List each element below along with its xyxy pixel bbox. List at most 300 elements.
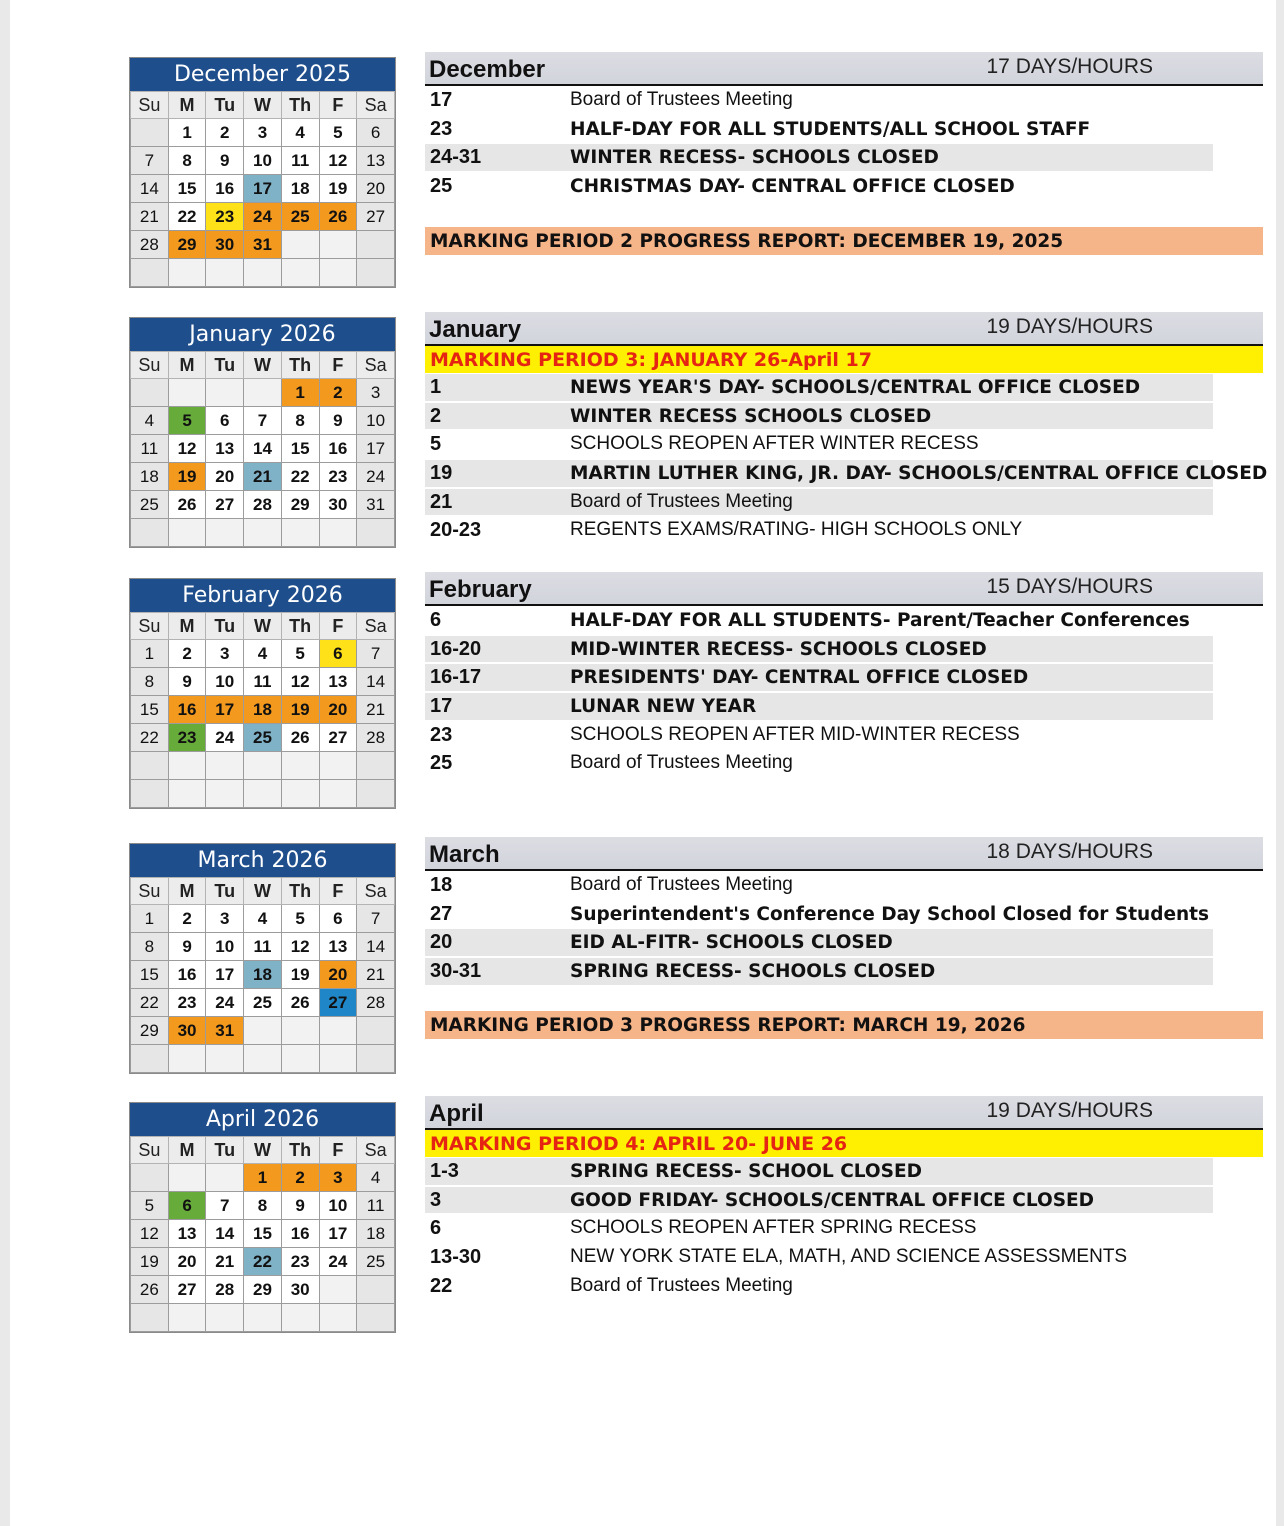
calendar-empty-cell: [168, 1045, 206, 1073]
calendar-day: 28: [357, 989, 395, 1017]
calendar-empty-cell: [168, 259, 206, 287]
calendar-day: 18: [357, 1220, 395, 1248]
progress-report-banner: MARKING PERIOD 2 PROGRESS REPORT: DECEMBER 19, 2025: [425, 227, 1263, 255]
calendar-day: 25: [131, 491, 169, 519]
event-row: [425, 721, 1263, 750]
calendar-day: 5: [281, 905, 319, 933]
calendar-day: 21: [131, 203, 169, 231]
weekday-header: Su: [131, 613, 169, 640]
event-description: MID-WINTER RECESS- SCHOOLS CLOSED: [570, 638, 987, 660]
event-row: [425, 516, 1263, 545]
calendar-day: 23: [206, 203, 244, 231]
calendar-day: 25: [244, 989, 282, 1017]
event-description: SCHOOLS REOPEN AFTER WINTER RECESS: [570, 433, 979, 455]
event-date: 17: [430, 695, 453, 718]
calendar-title: March 2026: [130, 844, 395, 877]
calendar-day: 23: [168, 724, 206, 752]
calendar-day: 24: [244, 203, 282, 231]
calendar-day: 27: [319, 724, 357, 752]
calendar-empty-cell: [244, 519, 282, 547]
progress-report-banner: MARKING PERIOD 3 PROGRESS REPORT: MARCH 19, 2026: [425, 1011, 1263, 1039]
event-description: Board of Trustees Meeting: [570, 752, 793, 774]
calendar-day: 27: [357, 203, 395, 231]
calendar-week-row: [131, 1192, 395, 1220]
calendar-day: 22: [244, 1248, 282, 1276]
events-january: [425, 312, 1268, 545]
calendar-day: 23: [319, 463, 357, 491]
calendar-grid: [130, 877, 395, 1073]
calendar-day: 3: [319, 1164, 357, 1192]
event-date: 1: [430, 376, 442, 398]
event-date: 25: [430, 752, 453, 775]
calendar-week-row: [131, 752, 395, 780]
weekday-header: W: [244, 1137, 282, 1164]
calendar-empty-cell: [319, 259, 357, 287]
event-description: PRESIDENTS' DAY- CENTRAL OFFICE CLOSED: [570, 667, 1029, 689]
event-description: SPRING RECESS- SCHOOLS CLOSED: [570, 961, 936, 983]
calendar-empty-cell: [206, 1045, 244, 1073]
calendar-day: 2: [168, 640, 206, 668]
calendar-week-row: [131, 1248, 395, 1276]
calendar-day: 25: [281, 203, 319, 231]
calendar-empty-cell: [281, 519, 319, 547]
calendar-day: 31: [244, 231, 282, 259]
calendar-week-row: [131, 463, 395, 491]
event-description: LUNAR NEW YEAR: [570, 696, 757, 718]
calendar-day: 11: [131, 435, 169, 463]
calendar-day: 14: [244, 435, 282, 463]
calendar-empty-cell: [244, 379, 282, 407]
calendar-day: 2: [319, 379, 357, 407]
event-row: [425, 606, 1263, 635]
weekday-header-row: [131, 1137, 395, 1164]
calendar-grid: [130, 612, 395, 808]
event-date: 1-3: [430, 1160, 459, 1182]
weekday-header: Tu: [206, 613, 244, 640]
weekday-header: F: [319, 92, 357, 119]
event-row: [425, 488, 1263, 517]
weekday-header: W: [244, 92, 282, 119]
event-description: CHRISTMAS DAY- CENTRAL OFFICE CLOSED: [570, 176, 1015, 198]
calendar-day: 1: [131, 640, 169, 668]
calendar-day: 1: [281, 379, 319, 407]
calendar-empty-cell: [168, 1164, 206, 1192]
calendar-day: 9: [168, 933, 206, 961]
calendar-day: 17: [319, 1220, 357, 1248]
event-row: [425, 430, 1263, 459]
calendar-empty-cell: [168, 780, 206, 808]
event-description: Superintendent's Conference Day School Closed for Students: [570, 903, 1210, 925]
calendar-empty-cell: [357, 780, 395, 808]
calendar-empty-cell: [131, 259, 169, 287]
calendar-day: 3: [244, 119, 282, 147]
calendar-week-row: [131, 379, 395, 407]
calendar-day: 3: [206, 640, 244, 668]
calendar-title: February 2026: [130, 579, 395, 612]
calendar-day: 14: [357, 933, 395, 961]
calendar-empty-cell: [206, 519, 244, 547]
calendar-day: 25: [244, 724, 282, 752]
calendar-title: April 2026: [130, 1103, 395, 1136]
calendar-day: 15: [131, 961, 169, 989]
event-date: 23: [430, 117, 453, 140]
calendar-week-row: [131, 231, 395, 259]
calendar-day: 9: [319, 407, 357, 435]
calendar-empty-cell: [131, 1304, 169, 1332]
event-row: [425, 635, 1263, 664]
calendar-empty-cell: [319, 752, 357, 780]
event-date: 16-20: [430, 637, 482, 660]
event-date: 17: [430, 89, 453, 111]
month-name: March: [429, 841, 500, 868]
weekday-header: W: [244, 878, 282, 905]
calendar-empty-cell: [206, 379, 244, 407]
calendar-january-2026: [129, 317, 396, 548]
calendar-day: 17: [206, 961, 244, 989]
calendar-day: 5: [281, 640, 319, 668]
event-row: [425, 459, 1268, 488]
row-shading: [425, 489, 1213, 516]
event-date: 20-23: [430, 519, 482, 542]
calendar-title: January 2026: [130, 318, 395, 351]
calendar-day: 13: [319, 668, 357, 696]
calendar-day: 17: [206, 696, 244, 724]
weekday-header: Th: [281, 878, 319, 905]
month-name: December: [429, 56, 546, 83]
calendar-week-row: [131, 1164, 395, 1192]
event-description: WINTER RECESS- SCHOOLS CLOSED: [570, 147, 939, 169]
weekday-header: Su: [131, 92, 169, 119]
event-description: REGENTS EXAMS/RATING- HIGH SCHOOLS ONLY: [570, 519, 1023, 541]
calendar-day: 22: [168, 203, 206, 231]
calendar-february-2026: [129, 578, 396, 809]
calendar-day: 28: [244, 491, 282, 519]
calendar-day: 19: [281, 961, 319, 989]
calendar-empty-cell: [281, 1045, 319, 1073]
weekday-header: Tu: [206, 1137, 244, 1164]
weekday-header: Su: [131, 1137, 169, 1164]
calendar-day: 5: [168, 407, 206, 435]
calendar-empty-cell: [357, 752, 395, 780]
calendar-empty-cell: [206, 1164, 244, 1192]
calendar-day: 7: [131, 147, 169, 175]
month-header: [425, 572, 1263, 606]
event-date: 21: [430, 490, 453, 513]
calendar-day: 15: [281, 435, 319, 463]
event-date: 18: [430, 874, 453, 896]
event-description: Board of Trustees Meeting: [570, 1274, 793, 1296]
event-row: [425, 86, 1263, 115]
calendar-day: 28: [131, 231, 169, 259]
calendar-empty-cell: [131, 519, 169, 547]
calendar-week-row: [131, 780, 395, 808]
calendar-day: 7: [357, 640, 395, 668]
calendar-empty-cell: [131, 1164, 169, 1192]
calendar-day: 7: [357, 905, 395, 933]
calendar-empty-cell: [357, 259, 395, 287]
calendar-day: 14: [206, 1220, 244, 1248]
calendar-empty-cell: [131, 780, 169, 808]
event-row: [425, 928, 1263, 957]
calendar-day: 16: [168, 696, 206, 724]
calendar-day: 19: [131, 1248, 169, 1276]
event-description: SPRING RECESS- SCHOOL CLOSED: [570, 1161, 922, 1182]
calendar-day: 14: [131, 175, 169, 203]
calendar-day: 21: [206, 1248, 244, 1276]
event-date: 13-30: [430, 1246, 482, 1269]
calendar-day: 2: [281, 1164, 319, 1192]
event-row: [425, 663, 1263, 692]
calendar-day: 12: [131, 1220, 169, 1248]
weekday-header: Sa: [357, 613, 395, 640]
calendar-day: 10: [244, 147, 282, 175]
weekday-header: Sa: [357, 1137, 395, 1164]
calendar-empty-cell: [168, 379, 206, 407]
event-date: 2: [430, 404, 442, 427]
event-description: Board of Trustees Meeting: [570, 490, 793, 512]
calendar-day: 9: [206, 147, 244, 175]
weekday-header: Tu: [206, 92, 244, 119]
event-date: 3: [430, 1188, 442, 1211]
calendar-day: 16: [168, 961, 206, 989]
calendar-empty-cell: [357, 1304, 395, 1332]
calendar-day: 18: [244, 961, 282, 989]
calendar-day: 8: [131, 668, 169, 696]
calendar-empty-cell: [357, 519, 395, 547]
calendar-day: 2: [168, 905, 206, 933]
calendar-day: 9: [281, 1192, 319, 1220]
calendar-week-row: [131, 1304, 395, 1332]
calendar-day: 20: [319, 961, 357, 989]
calendar-week-row: [131, 989, 395, 1017]
weekday-header: Th: [281, 613, 319, 640]
calendar-day: 11: [244, 933, 282, 961]
calendar-day: 30: [168, 1017, 206, 1045]
calendar-day: 23: [168, 989, 206, 1017]
weekday-header: M: [168, 1137, 206, 1164]
calendar-day: 29: [244, 1276, 282, 1304]
calendar-day: 11: [244, 668, 282, 696]
calendar-day: 22: [131, 724, 169, 752]
calendar-day: 4: [357, 1164, 395, 1192]
calendar-empty-cell: [319, 1304, 357, 1332]
calendar-day: 8: [244, 1192, 282, 1220]
calendar-day: 1: [244, 1164, 282, 1192]
weekday-header: Sa: [357, 92, 395, 119]
calendar-day: 4: [281, 119, 319, 147]
weekday-header: W: [244, 613, 282, 640]
calendar-day: 5: [131, 1192, 169, 1220]
calendar-day: 8: [131, 933, 169, 961]
calendar-empty-cell: [244, 752, 282, 780]
calendar-day: 19: [168, 463, 206, 491]
calendar-day: 30: [206, 231, 244, 259]
event-description: HALF-DAY FOR ALL STUDENTS/ALL SCHOOL STAFF: [570, 118, 1091, 140]
event-date: 19: [430, 462, 453, 485]
event-date: 22: [430, 1274, 453, 1297]
events-february: [425, 572, 1263, 778]
calendar-day: 6: [319, 905, 357, 933]
calendar-day: 13: [357, 147, 395, 175]
calendar-day: 29: [168, 231, 206, 259]
calendar-day: 24: [319, 1248, 357, 1276]
calendar-day: 16: [206, 175, 244, 203]
calendar-empty-cell: [168, 752, 206, 780]
calendar-week-row: [131, 640, 395, 668]
calendar-day: 26: [168, 491, 206, 519]
event-description: NEWS YEAR'S DAY- SCHOOLS/CENTRAL OFFICE CLOSED: [570, 377, 1141, 398]
calendar-day: 3: [206, 905, 244, 933]
event-row: [425, 1243, 1263, 1272]
event-description: WINTER RECESS SCHOOLS CLOSED: [570, 405, 932, 427]
calendar-december-2025: [129, 57, 396, 288]
calendar-day: 20: [168, 1248, 206, 1276]
event-date: 30-31: [430, 960, 482, 983]
calendar-day: 17: [244, 175, 282, 203]
calendar-empty-cell: [168, 519, 206, 547]
calendar-april-2026: [129, 1102, 396, 1333]
marking-period-banner: MARKING PERIOD 4: APRIL 20- JUNE 26: [425, 1130, 1263, 1157]
calendar-day: 25: [357, 1248, 395, 1276]
calendar-day: 23: [281, 1248, 319, 1276]
event-date: 16-17: [430, 666, 482, 689]
calendar-day: 29: [281, 491, 319, 519]
event-row: [425, 1186, 1263, 1215]
event-date: 20: [430, 931, 453, 954]
calendar-week-row: [131, 147, 395, 175]
calendar-empty-cell: [281, 780, 319, 808]
calendar-day: 15: [244, 1220, 282, 1248]
month-header: [425, 1096, 1263, 1130]
days-hours-count: 17 DAYS/HOURS: [986, 55, 1153, 78]
calendar-day: 6: [206, 407, 244, 435]
calendar-week-row: [131, 933, 395, 961]
calendar-empty-cell: [319, 1276, 357, 1304]
weekday-header-row: [131, 613, 395, 640]
weekday-header: Th: [281, 1137, 319, 1164]
event-row: [425, 957, 1263, 986]
event-date: 23: [430, 723, 453, 746]
calendar-week-row: [131, 696, 395, 724]
weekday-header: M: [168, 613, 206, 640]
calendar-day: 24: [206, 989, 244, 1017]
month-header: [425, 52, 1263, 86]
calendar-day: 12: [319, 147, 357, 175]
calendar-empty-cell: [131, 119, 169, 147]
row-shading: [425, 693, 1213, 720]
weekday-header: W: [244, 352, 282, 379]
calendar-day: 10: [319, 1192, 357, 1220]
calendar-day: 21: [357, 696, 395, 724]
weekday-header: Su: [131, 878, 169, 905]
event-row: [425, 115, 1263, 144]
calendar-day: 15: [131, 696, 169, 724]
event-description: HALF-DAY FOR ALL STUDENTS- Parent/Teacher Conferences: [570, 610, 1190, 631]
event-date: 6: [430, 1217, 442, 1240]
calendar-day: 6: [357, 119, 395, 147]
calendar-day: 19: [319, 175, 357, 203]
calendar-day: 12: [168, 435, 206, 463]
event-row: [425, 1157, 1263, 1186]
calendar-day: 24: [357, 463, 395, 491]
weekday-header: Su: [131, 352, 169, 379]
calendar-week-row: [131, 1045, 395, 1073]
calendar-week-row: [131, 119, 395, 147]
event-row: [425, 1272, 1263, 1301]
calendar-empty-cell: [319, 1045, 357, 1073]
page: [10, 0, 1276, 1526]
event-description: GOOD FRIDAY- SCHOOLS/CENTRAL OFFICE CLOSED: [570, 1189, 1095, 1211]
calendar-empty-cell: [244, 1045, 282, 1073]
days-hours-count: 19 DAYS/HOURS: [986, 315, 1153, 338]
calendar-day: 5: [319, 119, 357, 147]
calendar-day: 27: [206, 491, 244, 519]
calendar-empty-cell: [244, 1017, 282, 1045]
calendar-empty-cell: [131, 379, 169, 407]
calendar-day: 31: [357, 491, 395, 519]
calendar-day: 10: [357, 407, 395, 435]
calendar-day: 4: [244, 905, 282, 933]
calendar-empty-cell: [281, 1304, 319, 1332]
calendar-week-row: [131, 435, 395, 463]
calendar-day: 4: [244, 640, 282, 668]
calendar-day: 18: [244, 696, 282, 724]
weekday-header: F: [319, 613, 357, 640]
calendar-empty-cell: [281, 1017, 319, 1045]
event-row: [425, 871, 1263, 900]
weekday-header: Tu: [206, 352, 244, 379]
calendar-empty-cell: [357, 231, 395, 259]
calendar-empty-cell: [281, 231, 319, 259]
weekday-header-row: [131, 878, 395, 905]
weekday-header: Th: [281, 352, 319, 379]
days-hours-count: 15 DAYS/HOURS: [986, 575, 1153, 598]
calendar-week-row: [131, 203, 395, 231]
weekday-header-row: [131, 352, 395, 379]
calendar-day: 19: [281, 696, 319, 724]
event-description: NEW YORK STATE ELA, MATH, AND SCIENCE ASSESSMENTS: [570, 1246, 1128, 1268]
calendar-week-row: [131, 905, 395, 933]
event-date: 5: [430, 433, 442, 456]
calendar-empty-cell: [206, 780, 244, 808]
event-row: [425, 900, 1263, 929]
calendar-week-row: [131, 175, 395, 203]
event-row: [425, 373, 1263, 402]
calendar-day: 15: [168, 175, 206, 203]
calendar-day: 13: [206, 435, 244, 463]
calendar-day: 30: [281, 1276, 319, 1304]
calendar-day: 27: [168, 1276, 206, 1304]
calendar-week-row: [131, 724, 395, 752]
event-description: SCHOOLS REOPEN AFTER MID-WINTER RECESS: [570, 723, 1020, 745]
weekday-header: Tu: [206, 878, 244, 905]
month-name: February: [429, 576, 532, 603]
calendar-day: 20: [357, 175, 395, 203]
calendar-week-row: [131, 519, 395, 547]
calendar-day: 24: [206, 724, 244, 752]
event-description: EID AL-FITR- SCHOOLS CLOSED: [570, 932, 893, 954]
calendar-day: 20: [319, 696, 357, 724]
calendar-day: 6: [168, 1192, 206, 1220]
event-description: SCHOOLS REOPEN AFTER SPRING RECESS: [570, 1217, 977, 1239]
weekday-header: F: [319, 1137, 357, 1164]
event-description: Board of Trustees Meeting: [570, 874, 793, 895]
weekday-header: M: [168, 878, 206, 905]
calendar-day: 3: [357, 379, 395, 407]
calendar-day: 29: [131, 1017, 169, 1045]
calendar-empty-cell: [244, 780, 282, 808]
weekday-header: F: [319, 878, 357, 905]
